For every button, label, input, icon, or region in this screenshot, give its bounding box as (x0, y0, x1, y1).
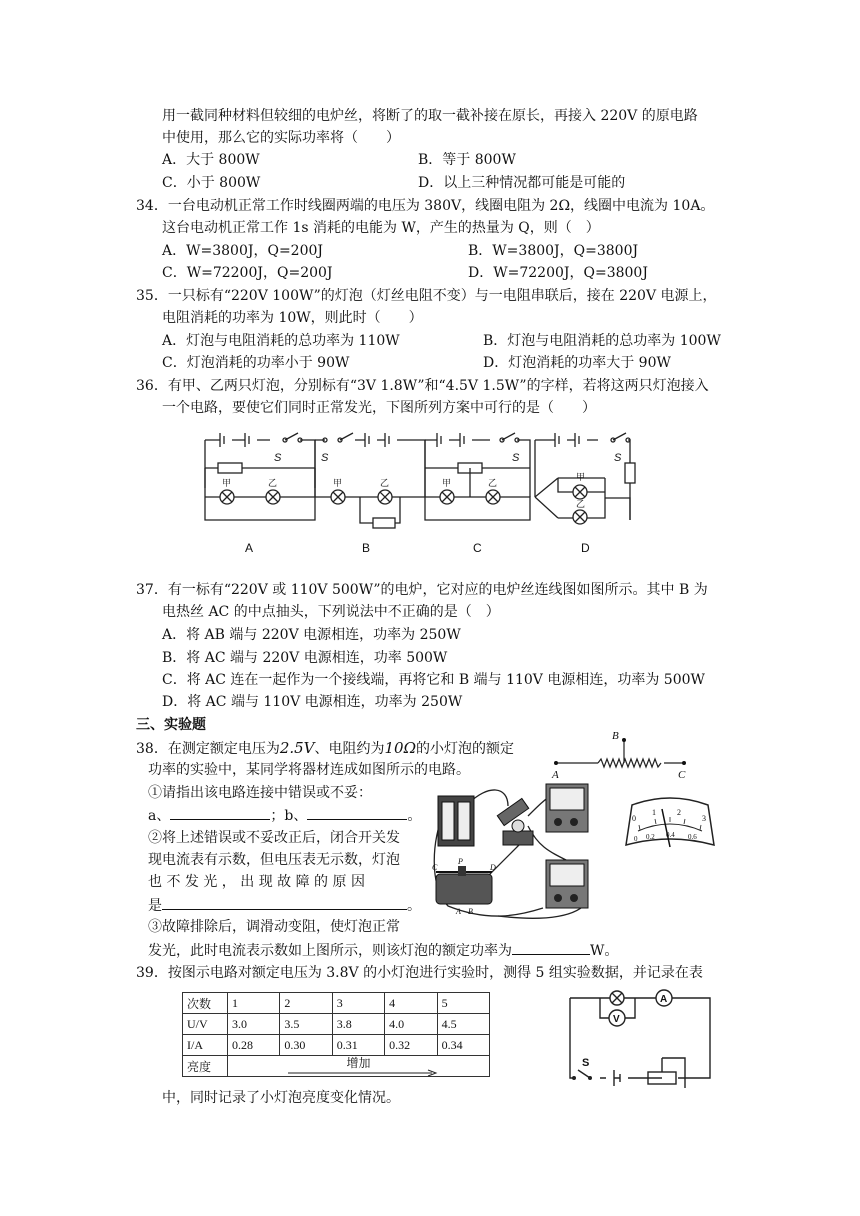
table-cell: 亮度 (183, 1056, 228, 1077)
dial-tick-2: 2 (677, 808, 681, 817)
circuit-label-b: B (362, 541, 371, 555)
q38-line5: ②将上述错误或不妥改正后，闭合开关发 (148, 830, 400, 846)
table-cell: 4 (385, 993, 437, 1014)
rheostat-label-b: B (468, 907, 473, 916)
q36-circuit-diagrams (190, 428, 650, 560)
table-row (183, 1056, 490, 1077)
ammeter (546, 784, 588, 832)
answer-blank-a[interactable] (170, 805, 270, 820)
q34-option-c: C．W=72200J，Q=200J (162, 265, 333, 281)
q37-option-c: C．将 AC 连在一起作为一个接线端，再将它和 B 端与 110V 电源相连，功率为 500W (162, 672, 705, 688)
table-row (183, 1014, 490, 1035)
ammeter-dial (622, 795, 718, 851)
q38-line9: ③故障排除后，调滑动变阻，使灯泡正常 (148, 919, 400, 935)
table-cell: 0.34 (437, 1035, 489, 1056)
table-cell: 3.8 (332, 1014, 384, 1035)
dial-tick-06: 0.6 (688, 833, 697, 841)
rheostat-label-d: D (490, 863, 496, 872)
circuit-d-switch-label: S (614, 452, 622, 464)
q35-option-b: B．灯泡与电阻消耗的总功率为 100W (483, 333, 721, 349)
answer-blank-b[interactable] (307, 805, 407, 820)
q37-option-b: B．将 AC 端与 220V 电源相连，功率 500W (162, 650, 448, 666)
q37-label-a: A (552, 769, 559, 780)
circuit-b (315, 433, 425, 528)
q38-apparatus-figure (428, 776, 603, 922)
q35-option-a: A．灯泡与电阻消耗的总功率为 110W (162, 333, 400, 349)
brightness-cell (228, 1056, 490, 1077)
table-cell: 5 (437, 993, 489, 1014)
table-cell: 0.30 (280, 1035, 332, 1056)
q37-option-d: D．将 AC 端与 110V 电源相连，功率为 250W (162, 694, 463, 710)
q37-line1: 37．有一标有“220V 或 110V 500W”的电炉，它对应的电炉丝连线图如图所示。其中 B 为 (136, 582, 708, 598)
circuit-b-switch-label: S (321, 452, 329, 464)
q36-line2: 一个电路，要使它们同时正常发光，下图所列方案中可行的是（ ） (162, 400, 596, 416)
battery-box (438, 796, 474, 846)
q34-line2: 这台电动机正常工作 1s 消耗的电能为 W，产生的热量为 Q，则（ ） (162, 220, 600, 236)
dial-tick-1: 1 (652, 808, 656, 817)
q37-label-c: C (678, 769, 686, 780)
dial-tick-3: 3 (702, 814, 706, 823)
q34-line1: 34．一台电动机正常工作时线圈两端的电压为 380V，线圈电阻为 2Ω，线圈中电流为 10A。 (136, 198, 715, 214)
circuit-c-lamp2-label: 乙 (488, 478, 498, 488)
rheostat (436, 866, 492, 904)
circuit-d-lamp1-label: 甲 (576, 472, 586, 482)
rheostat-label-c: C (432, 863, 438, 872)
dial-tick-0-top: 0 (632, 814, 636, 823)
q38-line8: 是 。 (148, 895, 421, 916)
circuit-label-a: A (245, 541, 254, 555)
circuit-b-lamp2-label: 乙 (380, 478, 390, 488)
table-cell: 0.28 (228, 1035, 280, 1056)
circuit-c (425, 433, 530, 520)
table-cell: 0.31 (332, 1035, 384, 1056)
answer-blank-power[interactable] (512, 940, 590, 955)
circuit-label-d: D (581, 541, 590, 555)
table-cell: 4.0 (385, 1014, 437, 1035)
table-cell: U/V (183, 1014, 228, 1035)
table-cell: 2 (280, 993, 332, 1014)
dial-tick-04: 0.4 (666, 831, 675, 839)
q35-option-d: D．灯泡消耗的功率大于 90W (483, 355, 671, 371)
q38-line7: 也 不 发 光 ， 出 现 故 障 的 原 因 (148, 874, 365, 890)
q34-option-b: B．W=3800J，Q=3800J (468, 243, 639, 259)
q39-line1: 39．按图示电路对额定电压为 3.8V 的小灯泡进行实验时，测得 5 组实验数据，并记录在表 (136, 965, 703, 981)
table-row (183, 1035, 490, 1056)
q33-option-b: B．等于 800W (418, 152, 516, 168)
circuit-a (205, 433, 315, 520)
circuit-label-c: C (473, 541, 482, 555)
table-cell: I/A (183, 1035, 228, 1056)
rheostat-label-a: A (456, 907, 461, 916)
q37-option-a: A．将 AB 端与 220V 电源相连，功率为 250W (162, 627, 461, 643)
circuit-c-lamp1-label: 甲 (442, 478, 452, 488)
switch (497, 798, 528, 825)
rheostat-label-p: P (458, 857, 463, 866)
table-cell: 3 (332, 993, 384, 1014)
circuit-c-switch-label: S (512, 452, 520, 464)
brightness-value: 增加 (346, 1055, 371, 1070)
q33-option-a: A．大于 800W (162, 152, 260, 168)
q34-option-d: D．W=72200J，Q=3800J (468, 265, 648, 281)
circuit-b-lamp1-label: 甲 (333, 478, 343, 488)
q39-data-table (182, 992, 490, 1077)
circuit-a-switch-label: S (274, 452, 282, 464)
arrow-right-icon (288, 1069, 438, 1077)
q39-line2: 中，同时记录了小灯泡亮度变化情况。 (162, 1090, 400, 1106)
switch-symbol-label: S (582, 1057, 590, 1069)
table-cell: 0.32 (385, 1035, 437, 1056)
table-row (183, 993, 490, 1014)
q35-line1: 35．一只标有“220V 100W”的灯泡（灯丝电阻不变）与一电阻串联后，接在 220V 电源上， (136, 288, 717, 304)
voltmeter (546, 860, 588, 908)
q37-wire-diagram (550, 726, 710, 780)
q35-option-c: C．灯泡消耗的功率小于 90W (162, 355, 350, 371)
q38-line1: 38．在测定额定电压为2.5V、电阻约为10Ω的小灯泡的额定 (136, 739, 515, 757)
q36-line1: 36．有甲、乙两只灯泡，分别标有“3V 1.8W”和“4.5V 1.5W”的字样，若将这两只灯泡接入 (136, 378, 709, 394)
q38-line6: 现电流表有示数，但电压表无示数，灯泡 (148, 852, 400, 868)
circuit-a-lamp2-label: 乙 (268, 478, 278, 488)
q37-label-b: B (612, 730, 619, 742)
table-cell: 次数 (183, 993, 228, 1014)
table-cell: 3.0 (228, 1014, 280, 1035)
q34-option-a: A．W=3800J，Q=200J (162, 243, 324, 259)
q38-line3: ①请指出该电路连接中错误或不妥： (148, 785, 372, 801)
q39-circuit-diagram (560, 988, 720, 1088)
table-cell: 4.5 (437, 1014, 489, 1035)
voltmeter-symbol-label: V (613, 1014, 620, 1025)
q33-line1: 用一截同种材料但较细的电炉丝，将断了的取一截补接在原长，再接入 220V 的原电路 (162, 108, 698, 124)
table-cell: 3.5 (280, 1014, 332, 1035)
answer-blank-fault[interactable] (162, 895, 407, 910)
q33-line2: 中使用，那么它的实际功率将（ ） (162, 130, 400, 146)
q35-line2: 电阻消耗的功率为 10W，则此时（ ） (162, 310, 423, 326)
q33-option-d: D．以上三种情况都可能是可能的 (418, 175, 626, 191)
q37-line2: 电热丝 AC 的中点抽头，下列说法中不正确的是（ ） (162, 604, 500, 620)
ammeter-symbol-label: A (660, 994, 668, 1005)
dial-tick-0-bottom: 0 (634, 835, 638, 843)
q38-line2: 功率的实验中，某同学将器材连成如图所示的电路。 (148, 762, 470, 778)
q33-option-c: C．小于 800W (162, 175, 261, 191)
circuit-d-lamp2-label: 乙 (576, 499, 586, 509)
circuit-a-lamp1-label: 甲 (222, 478, 232, 488)
table-cell: 1 (228, 993, 280, 1014)
q38-line4: a、 ；b、 。 (148, 805, 421, 826)
q38-line10: 发光，此时电流表示数如上图所示，则该灯泡的额定功率为 W。 (148, 940, 618, 961)
dial-tick-02: 0.2 (646, 833, 655, 841)
section-heading: 三、实验题 (136, 717, 206, 733)
